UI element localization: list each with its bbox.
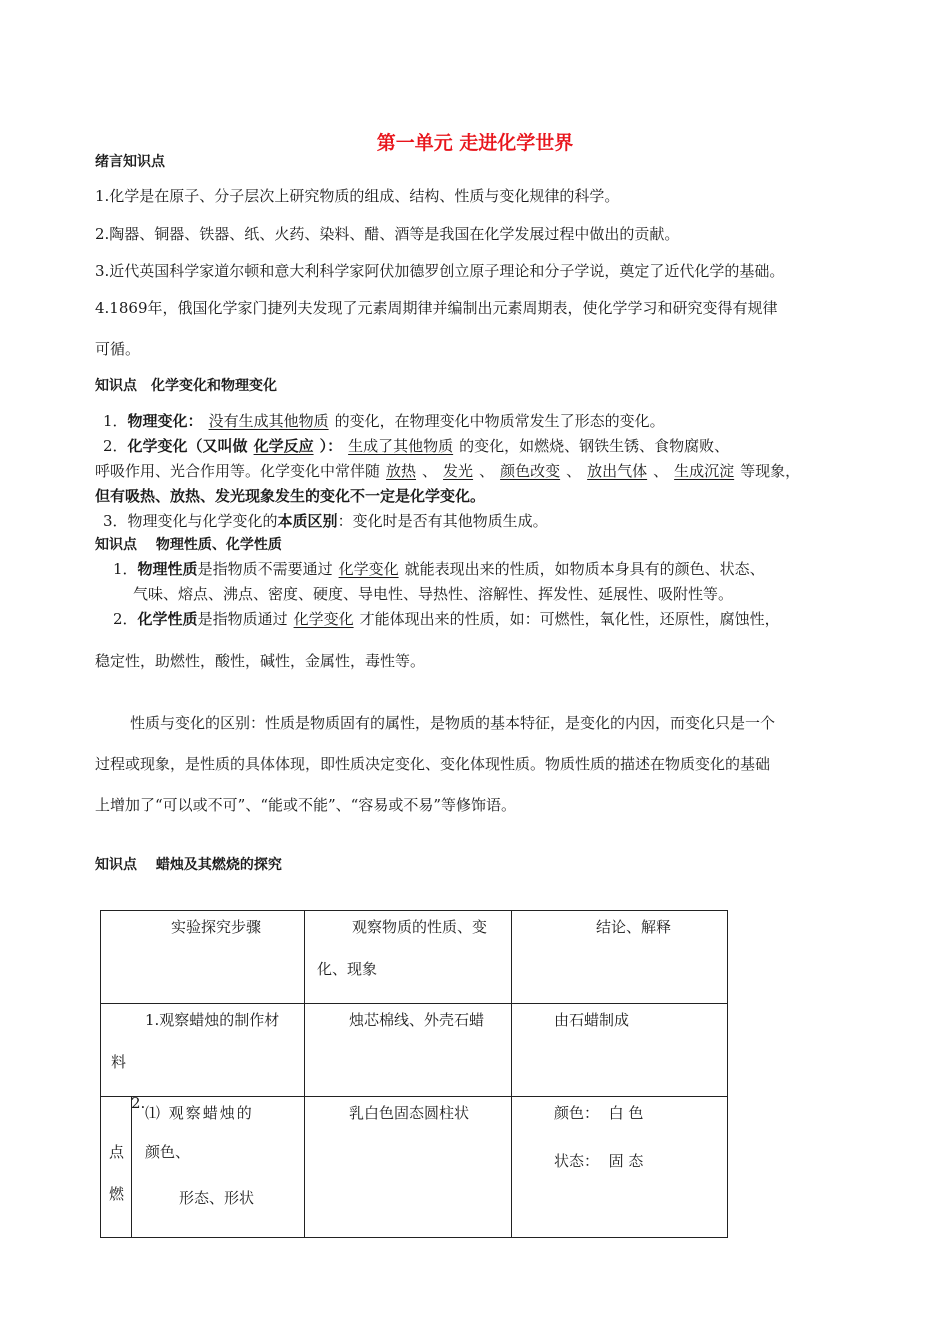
inner-divider [131, 1097, 132, 1237]
line-text: 稳定性，助燃性，酸性，碱性，金属性，毒性等。 [95, 652, 426, 670]
table-cell [305, 1097, 512, 1238]
item-number: 1． [113, 560, 138, 578]
observation-text: 乳白色固态圆柱状 [349, 1104, 470, 1122]
item-number: 2． [113, 610, 138, 628]
candle-heading: 知识点 蜡烛及其燃烧的探究 [95, 857, 282, 873]
conclusion-value: 白 色 [608, 1104, 644, 1122]
conclusion-text: 由石蜡制成 [554, 1011, 630, 1029]
line-text: 气味、熔点、沸点、密度、硬度、导电性、导热性、溶解性、挥发性、延展性、吸附性等。 [133, 585, 734, 603]
step-vertical-label: 燃 [109, 1185, 125, 1203]
term-physical-property: 物理性质 [137, 560, 198, 578]
chemical-change-line [103, 435, 729, 456]
table-cell [101, 1004, 305, 1097]
intro-item: 2.陶器、铜器、铁器、纸、火药、染料、醋、酒等是我国在化学发展过程中做出的贡献。 [95, 225, 680, 243]
separator: 、 [479, 462, 495, 480]
conclusion-value: 固 态 [608, 1152, 644, 1170]
page-title: 第一单元 走进化学世界 [376, 132, 574, 154]
blank-answer: 生成沉淀 [674, 462, 735, 480]
table-row [101, 1004, 728, 1097]
line-text: 的变化，在物理变化中物质常发生了形态的变化。 [334, 412, 665, 430]
line-text: 是指物质不需要通过 [197, 560, 333, 578]
observation-text: 烛芯棉线、外壳石蜡 [349, 1011, 485, 1029]
substep-text: 形态、形状 [179, 1189, 255, 1207]
paragraph-line: 性质与变化的区别：性质是物质固有的属性，是物质的基本特征，是变化的内因，而变化只是一个 [130, 714, 776, 732]
term-essential-difference: 本质区别 [277, 512, 338, 530]
blank-answer: 生成了其他物质 [348, 437, 454, 455]
term-chemical-property: 化学性质 [137, 610, 198, 628]
conclusion-color [554, 1102, 643, 1123]
blank-answer: 放出气体 [587, 462, 648, 480]
table-cell [512, 1097, 728, 1238]
header-steps: 实验探究步骤 [171, 918, 262, 936]
chemical-change-phenomena-line [95, 460, 800, 481]
term-close: ）： [319, 437, 343, 455]
line-text: 3．物理变化与化学变化的 [103, 512, 278, 530]
step-number: 2. [131, 1094, 146, 1112]
separator: 、 [422, 462, 438, 480]
substep-text: ⑴ 观察蜡烛的 [145, 1104, 254, 1122]
conclusion-label: 状态： [554, 1152, 600, 1170]
item-number: 1． [103, 412, 128, 430]
change-heading: 知识点 化学变化和物理变化 [95, 378, 277, 394]
blank-answer: 发光 [443, 462, 474, 480]
intro-item: 3.近代英国科学家道尔顿和意大利科学家阿伏加德罗创立原子理论和分子学说，奠定了近代化学的基础。 [95, 262, 785, 280]
physical-change-line [103, 410, 665, 431]
line-text: ：变化时是否有其他物质生成。 [337, 512, 548, 530]
intro-item: 可循。 [95, 340, 141, 358]
blank-answer: 化学变化 [338, 560, 399, 578]
table-row [101, 1097, 728, 1238]
table-cell [305, 1004, 512, 1097]
line-text: 是指物质通过 [197, 610, 288, 628]
blank-answer: 化学反应 [253, 437, 314, 455]
property-heading: 知识点 物理性质、化学性质 [95, 537, 282, 553]
conclusion-state [554, 1150, 643, 1171]
table-header-cell [101, 911, 305, 1004]
conclusion-label: 颜色： [554, 1104, 600, 1122]
line-text: 就能表现出来的性质，如物质本身具有的颜色、状态、 [404, 560, 765, 578]
intro-item: 1.化学是在原子、分子层次上研究物质的组成、结构、性质与变化规律的科学。 [95, 187, 620, 205]
header-observation-cont: 化、现象 [317, 960, 378, 978]
essential-difference-line [103, 510, 548, 531]
table-cell [101, 1094, 305, 1238]
substep-text: 颜色、 [145, 1143, 191, 1161]
chemical-property-line [113, 608, 780, 629]
experiment-table [100, 910, 728, 1238]
header-observation: 观察物质的性质、变 [352, 918, 488, 936]
intro-heading: 绪言知识点 [95, 154, 165, 170]
table-header-row [101, 911, 728, 1004]
line-text: 的变化，如燃烧、钢铁生锈、食物腐败、 [459, 437, 730, 455]
table-header-cell [305, 911, 512, 1004]
separator: 、 [653, 462, 669, 480]
table-header-cell [512, 911, 728, 1004]
paragraph-line: 过程或现象，是性质的具体体现，即性质决定变化、变化体现性质。物质性质的描述在物质变化的基础 [95, 755, 771, 773]
term-chemical-change: 化学变化（又叫做 [127, 437, 248, 455]
blank-answer: 没有生成其他物质 [208, 412, 329, 430]
paragraph-line: 上增加了“可以或不可”、“能或不能”、“容易或不易”等修饰语。 [95, 796, 517, 814]
intro-item: 4.1869年，俄国化学家门捷列夫发现了元素周期律并编制出元素周期表，使化学学习和研究变得有规律 [95, 299, 778, 317]
term-physical-change: 物理变化： [127, 412, 203, 430]
line-text: 才能体现出来的性质，如：可燃性，氧化性，还原性，腐蚀性， [359, 610, 780, 628]
table-cell [512, 1004, 728, 1097]
blank-answer: 颜色改变 [500, 462, 561, 480]
step-text: 1.观察蜡烛的制作材 [145, 1011, 280, 1029]
item-number: 2． [103, 437, 128, 455]
bold-note: 但有吸热、放热、发光现象发生的变化不一定是化学变化。 [95, 487, 486, 505]
step-vertical-label: 点 [109, 1143, 125, 1161]
header-conclusion: 结论、解释 [596, 918, 672, 936]
physical-property-line [113, 558, 765, 579]
line-text: 等现象， [740, 462, 801, 480]
step-text: 料 [111, 1053, 127, 1071]
separator: 、 [566, 462, 582, 480]
blank-answer: 化学变化 [293, 610, 354, 628]
line-text: 呼吸作用、光合作用等。化学变化中常伴随 [95, 462, 381, 480]
blank-answer: 放热 [386, 462, 417, 480]
